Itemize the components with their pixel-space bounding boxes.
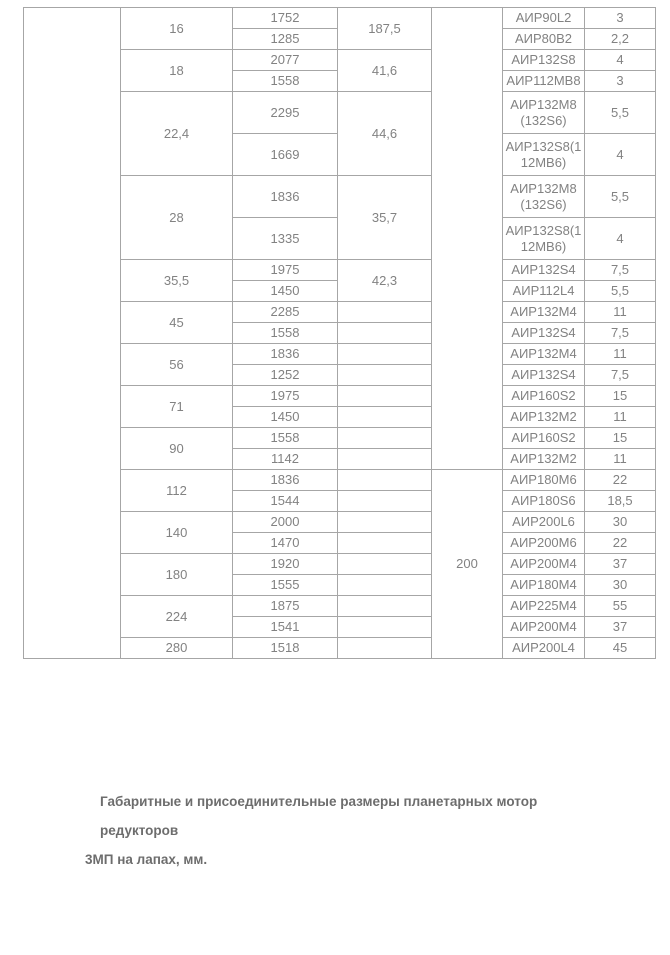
rpm-cell: 1975 <box>233 386 338 407</box>
motor-power-cell: 4 <box>585 218 656 260</box>
motor-power-cell: 15 <box>585 386 656 407</box>
gear-ratio-cell: 224 <box>121 596 233 638</box>
rpm-cell: 1252 <box>233 365 338 386</box>
motor-power-cell: 30 <box>585 575 656 596</box>
motor-type-cell: АИР200М6 <box>503 533 585 554</box>
motor-power-cell: 5,5 <box>585 92 656 134</box>
motor-power-cell: 5,5 <box>585 281 656 302</box>
torque-empty-cell <box>338 554 432 575</box>
rpm-cell: 1752 <box>233 8 338 29</box>
torque-empty-cell <box>338 323 432 344</box>
motor-power-cell: 55 <box>585 596 656 617</box>
rpm-cell: 1450 <box>233 407 338 428</box>
gear-ratio-cell: 90 <box>121 428 233 470</box>
rpm-cell: 1836 <box>233 470 338 491</box>
motor-type-cell: АИР225М4 <box>503 596 585 617</box>
left-empty-cell <box>24 8 121 659</box>
rpm-cell: 2295 <box>233 92 338 134</box>
gear-ratio-cell: 35,5 <box>121 260 233 302</box>
rpm-cell: 1669 <box>233 134 338 176</box>
gear-ratio-cell: 56 <box>121 344 233 386</box>
motor-type-cell: АИР132S8 <box>503 50 585 71</box>
motor-type-cell: АИР80В2 <box>503 29 585 50</box>
output-speed-empty-cell <box>432 8 503 470</box>
motor-power-cell: 30 <box>585 512 656 533</box>
rpm-cell: 1285 <box>233 29 338 50</box>
motor-power-cell: 18,5 <box>585 491 656 512</box>
torque-empty-cell <box>338 596 432 617</box>
motor-power-cell: 3 <box>585 71 656 92</box>
output-speed-cell: 200 <box>432 470 503 659</box>
motor-type-cell: АИР90L2 <box>503 8 585 29</box>
motor-type-cell: АИР132М4 <box>503 302 585 323</box>
gear-ratio-cell: 18 <box>121 50 233 92</box>
motor-type-cell: АИР132S8(112МВ6) <box>503 134 585 176</box>
torque-empty-cell <box>338 638 432 659</box>
torque-empty-cell <box>338 470 432 491</box>
motor-type-cell: АИР180М4 <box>503 575 585 596</box>
motor-type-cell: АИР180М6 <box>503 470 585 491</box>
torque-cell: 187,5 <box>338 8 432 50</box>
motor-type-cell: АИР132М2 <box>503 449 585 470</box>
torque-cell: 44,6 <box>338 92 432 176</box>
rpm-cell: 1470 <box>233 533 338 554</box>
caption-line-1: Габаритные и присоединительные размеры планетарных мотор редукторов <box>100 794 538 838</box>
motor-type-cell: АИР132S4 <box>503 260 585 281</box>
torque-empty-cell <box>338 386 432 407</box>
torque-empty-cell <box>338 575 432 596</box>
rpm-cell: 1975 <box>233 260 338 281</box>
torque-cell: 41,6 <box>338 50 432 92</box>
rpm-cell: 1558 <box>233 71 338 92</box>
motor-power-cell: 11 <box>585 407 656 428</box>
motor-power-cell: 22 <box>585 533 656 554</box>
torque-empty-cell <box>338 365 432 386</box>
motor-power-cell: 11 <box>585 449 656 470</box>
torque-empty-cell <box>338 407 432 428</box>
motor-type-cell: АИР132S4 <box>503 365 585 386</box>
gear-ratio-cell: 45 <box>121 302 233 344</box>
motor-power-cell: 11 <box>585 302 656 323</box>
gear-ratio-cell: 28 <box>121 176 233 260</box>
motor-type-cell: АИР112L4 <box>503 281 585 302</box>
motor-power-cell: 22 <box>585 470 656 491</box>
gear-ratio-cell: 71 <box>121 386 233 428</box>
table-caption <box>85 787 615 874</box>
rpm-cell: 2000 <box>233 512 338 533</box>
rpm-cell: 1555 <box>233 575 338 596</box>
torque-empty-cell <box>338 512 432 533</box>
torque-cell: 35,7 <box>338 176 432 260</box>
rpm-cell: 1335 <box>233 218 338 260</box>
rpm-cell: 2285 <box>233 302 338 323</box>
torque-empty-cell <box>338 491 432 512</box>
motor-type-cell: АИР200L6 <box>503 512 585 533</box>
rpm-cell: 2077 <box>233 50 338 71</box>
rpm-cell: 1836 <box>233 344 338 365</box>
motor-type-cell: АИР132М8(132S6) <box>503 176 585 218</box>
gear-ratio-cell: 22,4 <box>121 92 233 176</box>
torque-cell: 42,3 <box>338 260 432 302</box>
gear-ratio-cell: 16 <box>121 8 233 50</box>
motor-power-cell: 37 <box>585 617 656 638</box>
rpm-cell: 1142 <box>233 449 338 470</box>
motor-type-cell: АИР132S4 <box>503 323 585 344</box>
motor-type-cell: АИР132S8(112МВ6) <box>503 218 585 260</box>
rpm-cell: 1558 <box>233 428 338 449</box>
motor-type-cell: АИР132М4 <box>503 344 585 365</box>
gear-ratio-cell: 180 <box>121 554 233 596</box>
motor-power-cell: 3 <box>585 8 656 29</box>
rpm-cell: 1518 <box>233 638 338 659</box>
motor-power-cell: 7,5 <box>585 260 656 281</box>
rpm-cell: 1875 <box>233 596 338 617</box>
motor-power-cell: 2,2 <box>585 29 656 50</box>
motor-power-cell: 4 <box>585 134 656 176</box>
torque-empty-cell <box>338 533 432 554</box>
motor-type-cell: АИР160S2 <box>503 428 585 449</box>
motor-type-cell: АИР132М8(132S6) <box>503 92 585 134</box>
torque-empty-cell <box>338 428 432 449</box>
gear-ratio-cell: 140 <box>121 512 233 554</box>
torque-empty-cell <box>338 449 432 470</box>
gear-ratio-cell: 280 <box>121 638 233 659</box>
motor-power-cell: 15 <box>585 428 656 449</box>
rpm-cell: 1544 <box>233 491 338 512</box>
motor-type-cell: АИР200М4 <box>503 554 585 575</box>
torque-empty-cell <box>338 302 432 323</box>
motor-power-cell: 11 <box>585 344 656 365</box>
motor-reducer-table <box>23 7 656 659</box>
rpm-cell: 1836 <box>233 176 338 218</box>
motor-type-cell: АИР112МВ8 <box>503 71 585 92</box>
motor-power-cell: 37 <box>585 554 656 575</box>
motor-type-cell: АИР200М4 <box>503 617 585 638</box>
motor-power-cell: 5,5 <box>585 176 656 218</box>
caption-line-2: 3МП на лапах, мм. <box>85 852 208 867</box>
motor-power-cell: 7,5 <box>585 365 656 386</box>
torque-empty-cell <box>338 344 432 365</box>
motor-type-cell: АИР200L4 <box>503 638 585 659</box>
rpm-cell: 1541 <box>233 617 338 638</box>
motor-power-cell: 45 <box>585 638 656 659</box>
motor-type-cell: АИР160S2 <box>503 386 585 407</box>
motor-type-cell: АИР180S6 <box>503 491 585 512</box>
gear-ratio-cell: 112 <box>121 470 233 512</box>
motor-power-cell: 4 <box>585 50 656 71</box>
torque-empty-cell <box>338 617 432 638</box>
rpm-cell: 1450 <box>233 281 338 302</box>
rpm-cell: 1558 <box>233 323 338 344</box>
motor-type-cell: АИР132М2 <box>503 407 585 428</box>
motor-power-cell: 7,5 <box>585 323 656 344</box>
rpm-cell: 1920 <box>233 554 338 575</box>
